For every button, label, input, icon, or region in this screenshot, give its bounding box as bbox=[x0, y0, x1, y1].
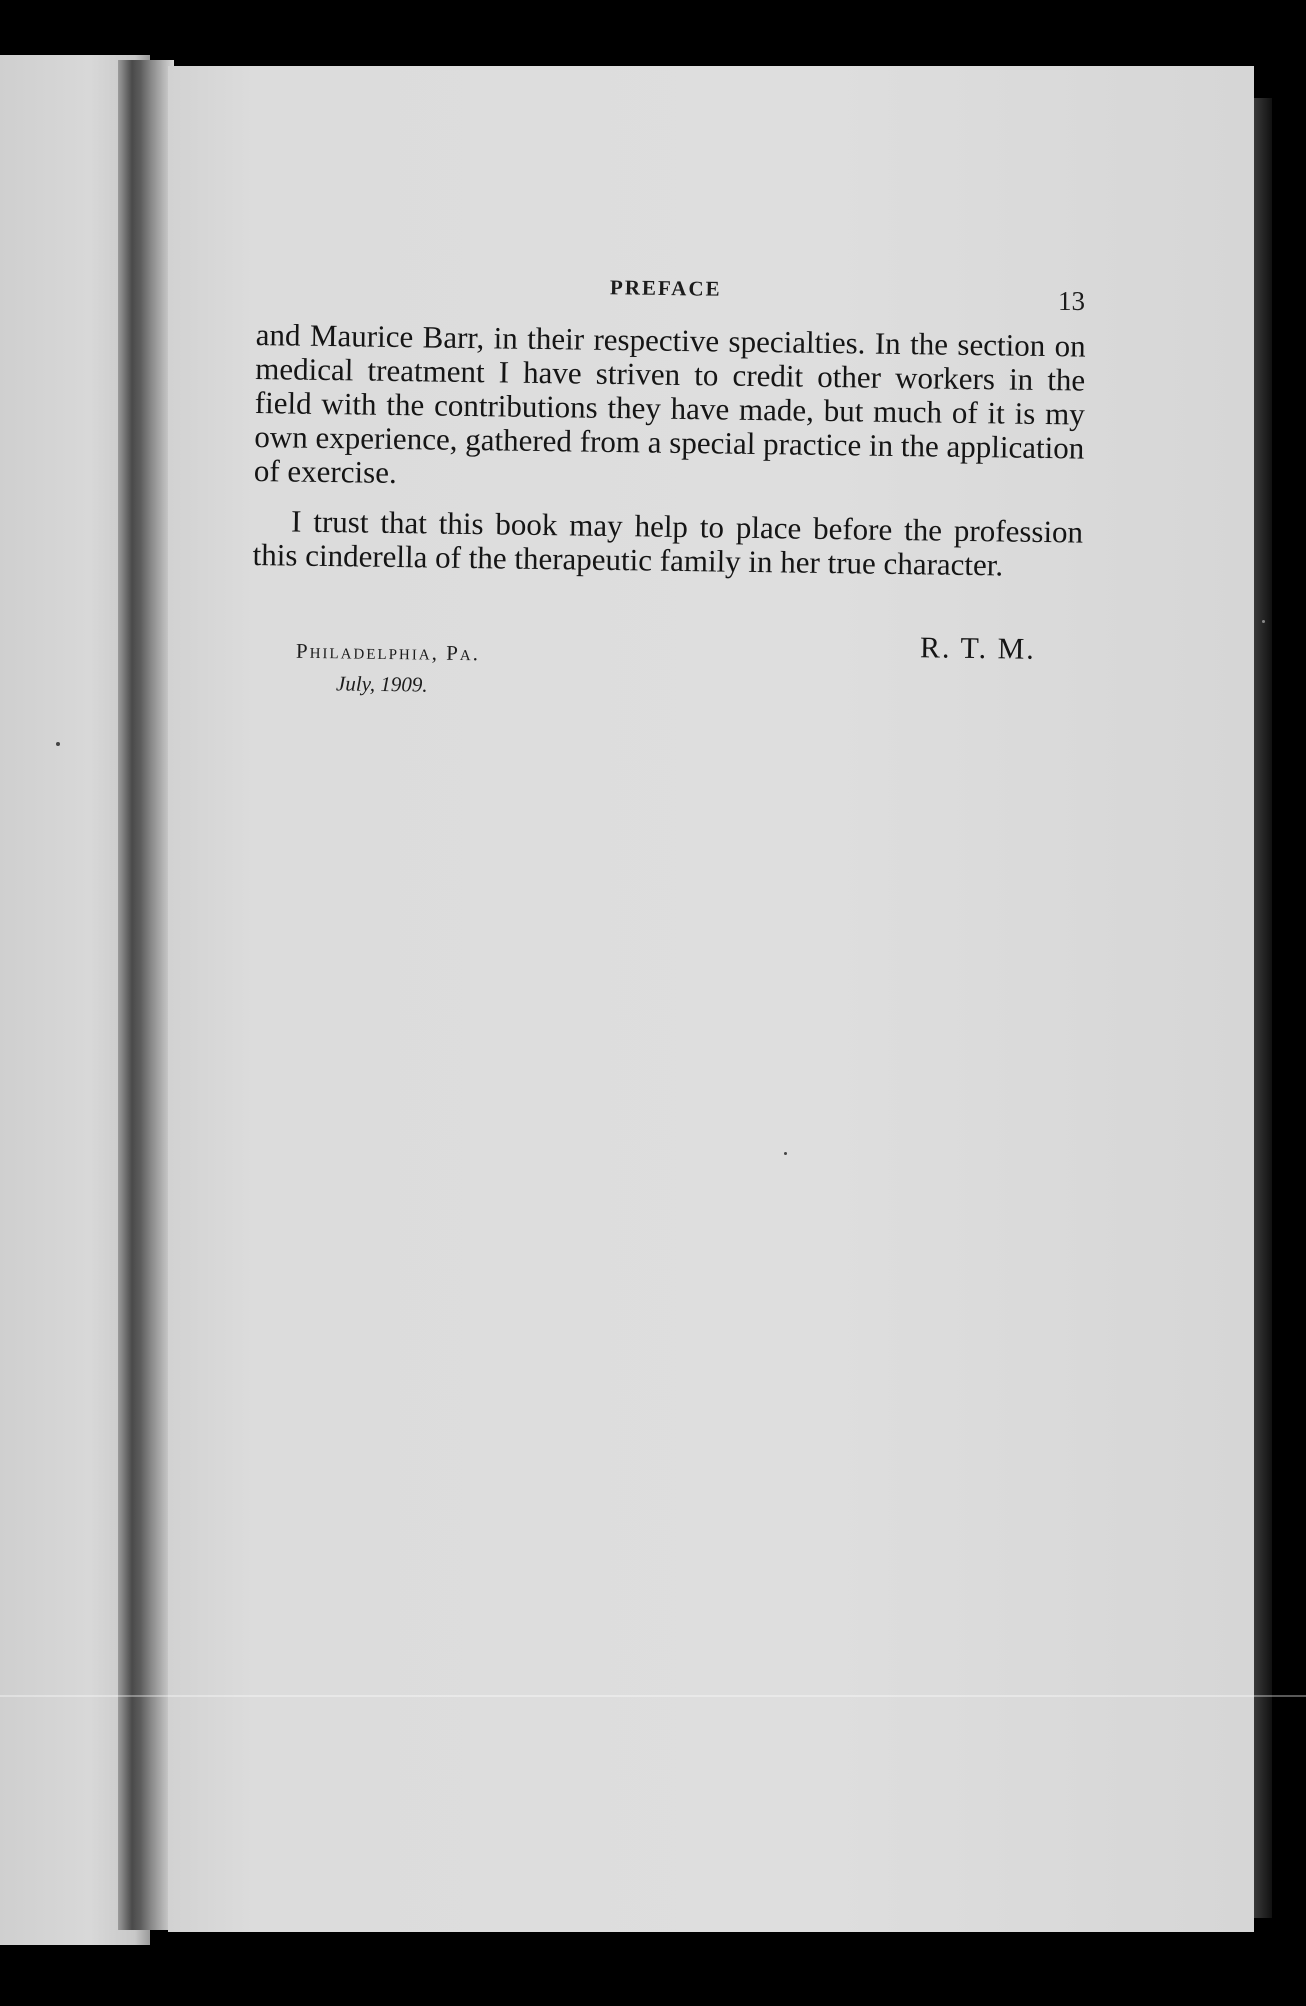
book-gutter bbox=[118, 60, 174, 1930]
paragraph: I trust that this book may help to place before the profession this cinderella of the therapeutic family in her true character. bbox=[252, 503, 1084, 583]
dust-speck bbox=[1262, 620, 1265, 623]
author-initials: R. T. M. bbox=[919, 631, 1036, 666]
place-line: Philadelphia, Pa. bbox=[295, 638, 481, 666]
dust-speck bbox=[56, 742, 60, 746]
dust-speck bbox=[784, 1152, 787, 1155]
page-edge-shadow bbox=[1254, 98, 1272, 1918]
running-head: PREFACE bbox=[609, 275, 722, 301]
page-number: 13 bbox=[1058, 286, 1085, 316]
body-text bbox=[252, 318, 1086, 600]
date-line: July, 1909. bbox=[335, 671, 428, 697]
paragraph: and Maurice Barr, in their respective specialties. In the section on medical treatment I have striven to credit other workers in the field with the contributions they have made, but much of it is my own experience, gathered from a special practice in the application of exercise. bbox=[253, 317, 1086, 490]
scan-artifact-line bbox=[0, 1695, 1306, 1697]
